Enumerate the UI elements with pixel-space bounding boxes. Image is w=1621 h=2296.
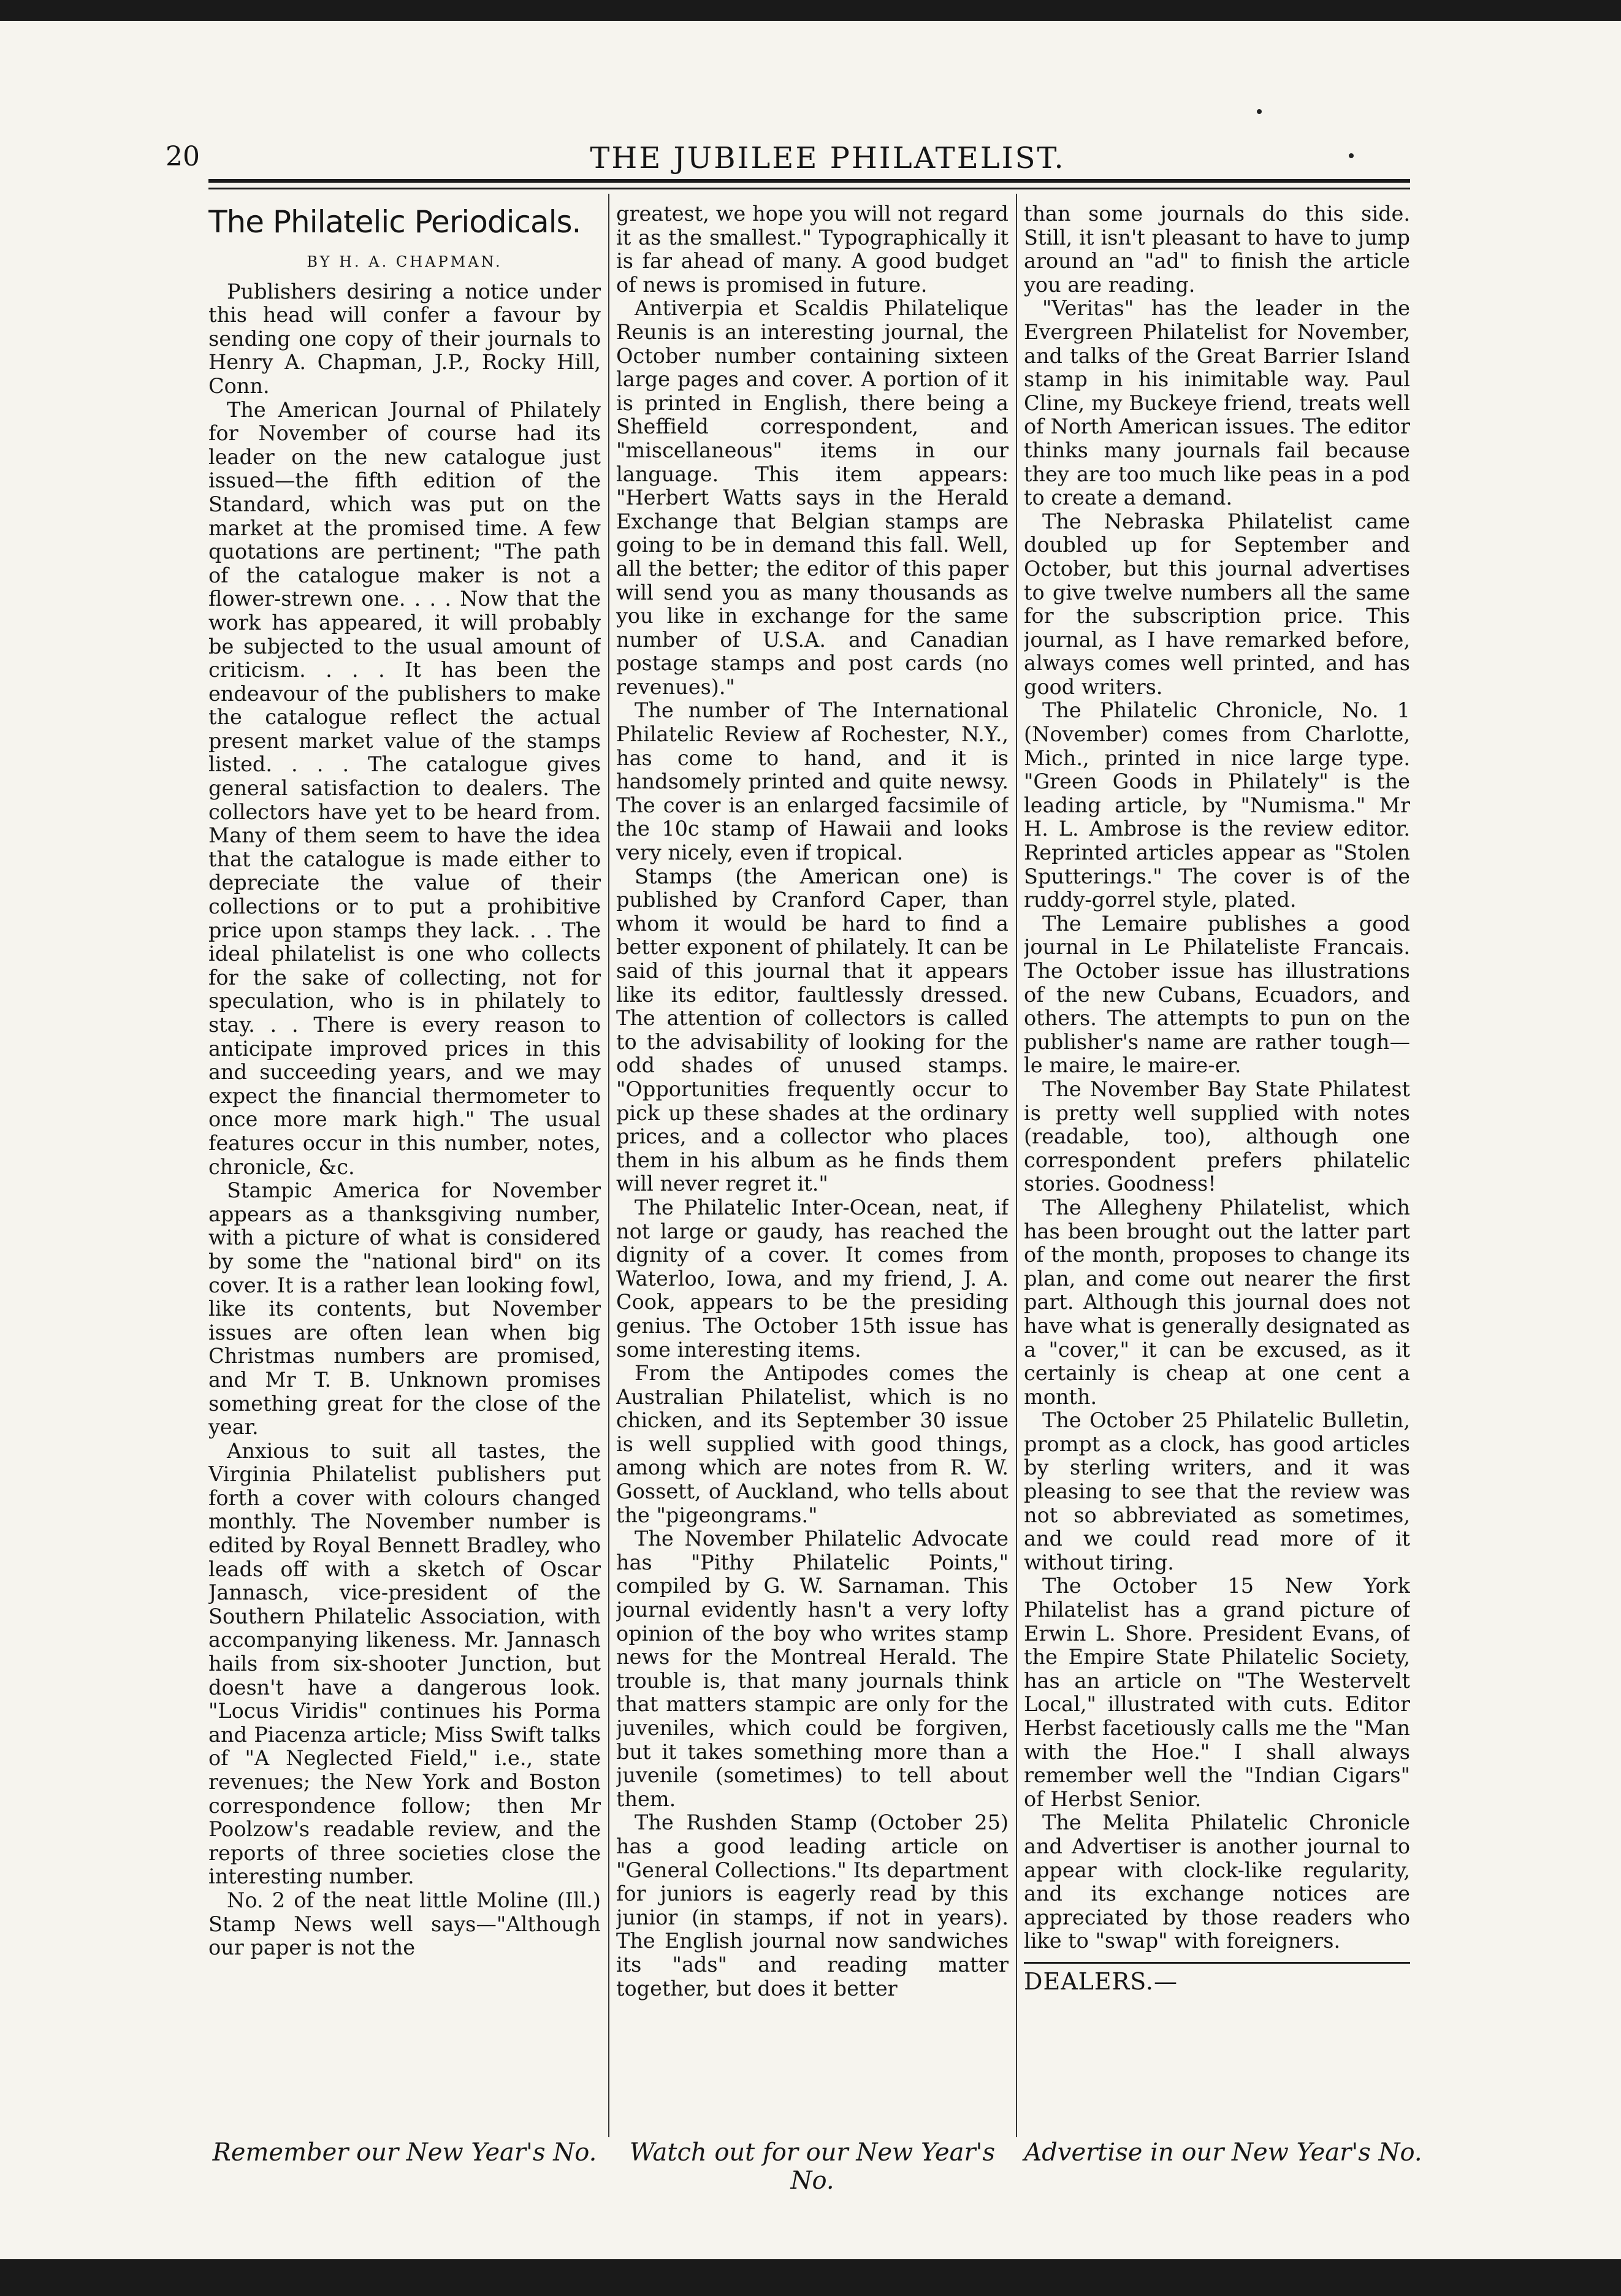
paragraph: The number of The International Philatelic Review af Rochester, N.Y., has come to hand, and it is handsomely printed and quite newsy. The cover is an enlarged facsimile of the 10c stamp of Hawaii and looks very nicely, even if tropical.: [616, 698, 1009, 865]
header-rule: [208, 179, 1410, 183]
paragraph: No. 2 of the neat little Moline (Ill.) Stamp News well says—"Although our paper is not the: [208, 1888, 601, 1960]
column-3: [1024, 202, 1410, 2134]
paragraph: The October 15 New York Philatelist has a grand picture of Erwin L. Shore. President Evans, of the Empire State Philatelic Society, has an article on "The Westervelt Local," illustrated with cuts. Editor Herbst facetiously calls me the "Man with the Hoe." I shall always remember well the "Indian Cigars" of Herbst Senior.: [1024, 1574, 1410, 1811]
column-2: [616, 202, 1009, 2134]
paragraph: The Philatelic Chronicle, No. 1 (November) comes from Charlotte, Mich., printed in nice large type. "Green Goods in Philately" is the leading article, by "Numisma." Mr H. L. Ambrose is the review editor. Reprinted articles appear as "Stolen Sputterings." The cover is of the ruddy-gorrel style, plated.: [1024, 698, 1410, 912]
header-rule-thin: [208, 188, 1410, 189]
footer-notice-left: Remember our New Year's No.: [212, 2138, 597, 2167]
paragraph: The Nebraska Philatelist came doubled up for September and October, but this journal advertises to give twelve numbers all the same for the subscription price. This journal, as I have remarked before, always comes well printed, and has good writers.: [1024, 509, 1410, 699]
paragraph: The Lemaire publishes a good journal in Le Philateliste Francais. The October issue has illustrations of the new Cubans, Ecuadors, and others. The attempts to pun on the publisher's name are rather tough—le maire, le maire-er.: [1024, 911, 1410, 1078]
paragraph: The November Philatelic Advocate has "Pithy Philatelic Points," compiled by G. W. Sarnaman. This journal evidently hasn't a very lofty opinion of the boy who writes stamp news for the Montreal Herald. The trouble is, that many journals think that matters stampic are only for the juveniles, which could be forgiven, but it takes something more than a juvenile (sometimes) to tell about them.: [616, 1527, 1009, 1811]
paragraph: Stamps (the American one) is published by Cranford Caper, than whom it would be hard to find a better exponent of philately. It can be said of this journal that it appears like its editor, faultlessly dressed. The attention of collectors is called to the advisability of looking for the odd shades of unused stamps. "Opportunities frequently occur to pick up these shades at the ordinary prices, and a collector who places them in his album as he finds them will never regret it.": [616, 864, 1009, 1196]
column-separator: [608, 194, 609, 2137]
dealers-heading: DEALERS.—: [1024, 1967, 1178, 1995]
paragraph: greatest, we hope you will not regard it as the smallest." Typographically it is far ahead of many. A good budget of news is promised in future.: [616, 202, 1009, 297]
column-separator: [1016, 194, 1017, 2137]
ink-speck: [1257, 109, 1262, 114]
paragraph: The November Bay State Philatest is pretty well supplied with notes (readable, too), although one correspondent prefers philatelic stories. Goodness!: [1024, 1077, 1410, 1196]
paragraph: The American Journal of Philately for November of course had its leader on the new catalogue just issued—the fifth edition of the Standard, which was put on the market at the promised time. A few quotations are pertinent; "The path of the catalogue maker is not a flower-strewn one. . . . Now that the work has appeared, it will probably be subjected to the usual amount of criticism. . . . It has been the endeavour of the publishers to make the catalogue reflect the actual present market value of the stamps listed. . . . The catalogue gives general satisfaction to dealers. The collectors have yet to be heard from. Many of them seem to have the idea that the catalogue is made either to depreciate the value of their collections or to put a prohibitive price upon stamps they lack. . . The ideal philatelist is one who collects for the sake of collecting, not for speculation, who is in philately to stay. . . There is every reason to anticipate improved prices in this and succeeding years, and we may expect the financial thermometer to once more mark high." The usual features occur in this number, notes, chronicle, &c.: [208, 397, 601, 1179]
paragraph: The Melita Philatelic Chronicle and Advertiser is another journal to appear with clock-like regularity, and its exchange notices are appreciated by those readers who like to "swap" with foreigners.: [1024, 1810, 1410, 1953]
paragraph: From the Antipodes comes the Australian Philatelist, which is no chicken, and its September 30 issue is well supplied with good things, among which are notes from R. W. Gossett, of Auckland, who tells about the "pigeongrams.": [616, 1361, 1009, 1527]
paragraph: The Philatelic Inter-Ocean, neat, if not large or gaudy, has reached the dignity of a cover. It comes from Waterloo, Iowa, and my friend, J. A. Cook, appears to be the presiding genius. The October 15th issue has some interesting items.: [616, 1195, 1009, 1362]
footer-notice-middle: Watch out for our New Year's No.: [629, 2138, 996, 2195]
article-byline: BY H. A. CHAPMAN.: [307, 253, 503, 270]
scan-edge-bottom: [0, 2259, 1621, 2296]
paragraph: "Veritas" has the leader in the Evergreen Philatelist for November, and talks of the Great Barrier Island stamp in his inimitable way. Paul Cline, my Buckeye friend, treats well of North American issues. The editor thinks many journals fail because they are too much like peas in a pod to create a demand.: [1024, 296, 1410, 510]
paragraph: Publishers desiring a notice under this head will confer a favour by sending one copy of their journals to Henry A. Chapman, J.P., Rocky Hill, Conn.: [208, 279, 601, 398]
paragraph: Anxious to suit all tastes, the Virginia Philatelist publishers put forth a cover with colours changed monthly. The November number is edited by Royal Bennett Bradley, who leads off with a sketch of Oscar Jannasch, vice-president of the Southern Philatelic Association, with accompanying likeness. Mr. Jannasch hails from six-shooter Junction, but doesn't have a dangerous look. "Locus Viridis" continues his Porma and Piacenza article; Miss Swift talks of "A Neglected Field," i.e., state revenues; the New York and Boston correspondence follow; then Mr Poolzow's readable review, and the reports of three societies close the interesting number.: [208, 1438, 601, 1889]
paragraph: Stampic America for November appears as a thanksgiving number, with a picture of what is considered by some the "national bird" on its cover. It is a rather lean looking fowl, like its contents, but November issues are often lean when big Christmas numbers are promised, and Mr T. B. Unknown promises something great for the close of the year.: [208, 1178, 601, 1440]
running-title: THE JUBILEE PHILATELIST.: [590, 141, 1066, 175]
column-1: [208, 202, 601, 2134]
article-title: The Philatelic Periodicals.: [208, 204, 581, 240]
page-number: 20: [166, 141, 200, 172]
ink-speck: [1349, 153, 1354, 158]
paragraph: Antiverpia et Scaldis Philatelique Reunis is an interesting journal, the October number containing sixteen large pages and cover. A portion of it is printed in English, there being a Sheffield correspondent, and "miscellaneous" items in our language. This item appears: "Herbert Watts says in the Herald Exchange that Belgian stamps are going to be in demand this fall. Well, all the better; the editor of this paper will send you as many thousands as you like in exchange for the same number of U.S.A. and Canadian postage stamps and post cards (no revenues).": [616, 296, 1009, 699]
scan-edge-top: [0, 0, 1621, 21]
paragraph: The October 25 Philatelic Bulletin, prompt as a clock, has good articles by sterling writers, and it was pleasing to see that the review was not so abbreviated as sometimes, and we could read more of it without tiring.: [1024, 1408, 1410, 1574]
footer-notice-right: Advertise in our New Year's No.: [1024, 2138, 1422, 2167]
paragraph: than some journals do this side. Still, it isn't pleasant to have to jump around an "ad" to finish the article you are reading.: [1024, 202, 1410, 297]
section-rule: [1024, 1962, 1410, 1964]
paragraph: The Allegheny Philatelist, which has been brought out the latter part of the month, proposes to change its plan, and come out nearer the first part. Although this journal does not have what is generally designated as a "cover," it can be excused, as it certainly is cheap at one cent a month.: [1024, 1195, 1410, 1409]
paragraph: The Rushden Stamp (October 25) has a good leading article on "General Collections." Its department for juniors is eagerly read by this junior (in stamps, if not in years). The English journal now sandwiches its "ads" and reading matter together, but does it better: [616, 1810, 1009, 2000]
